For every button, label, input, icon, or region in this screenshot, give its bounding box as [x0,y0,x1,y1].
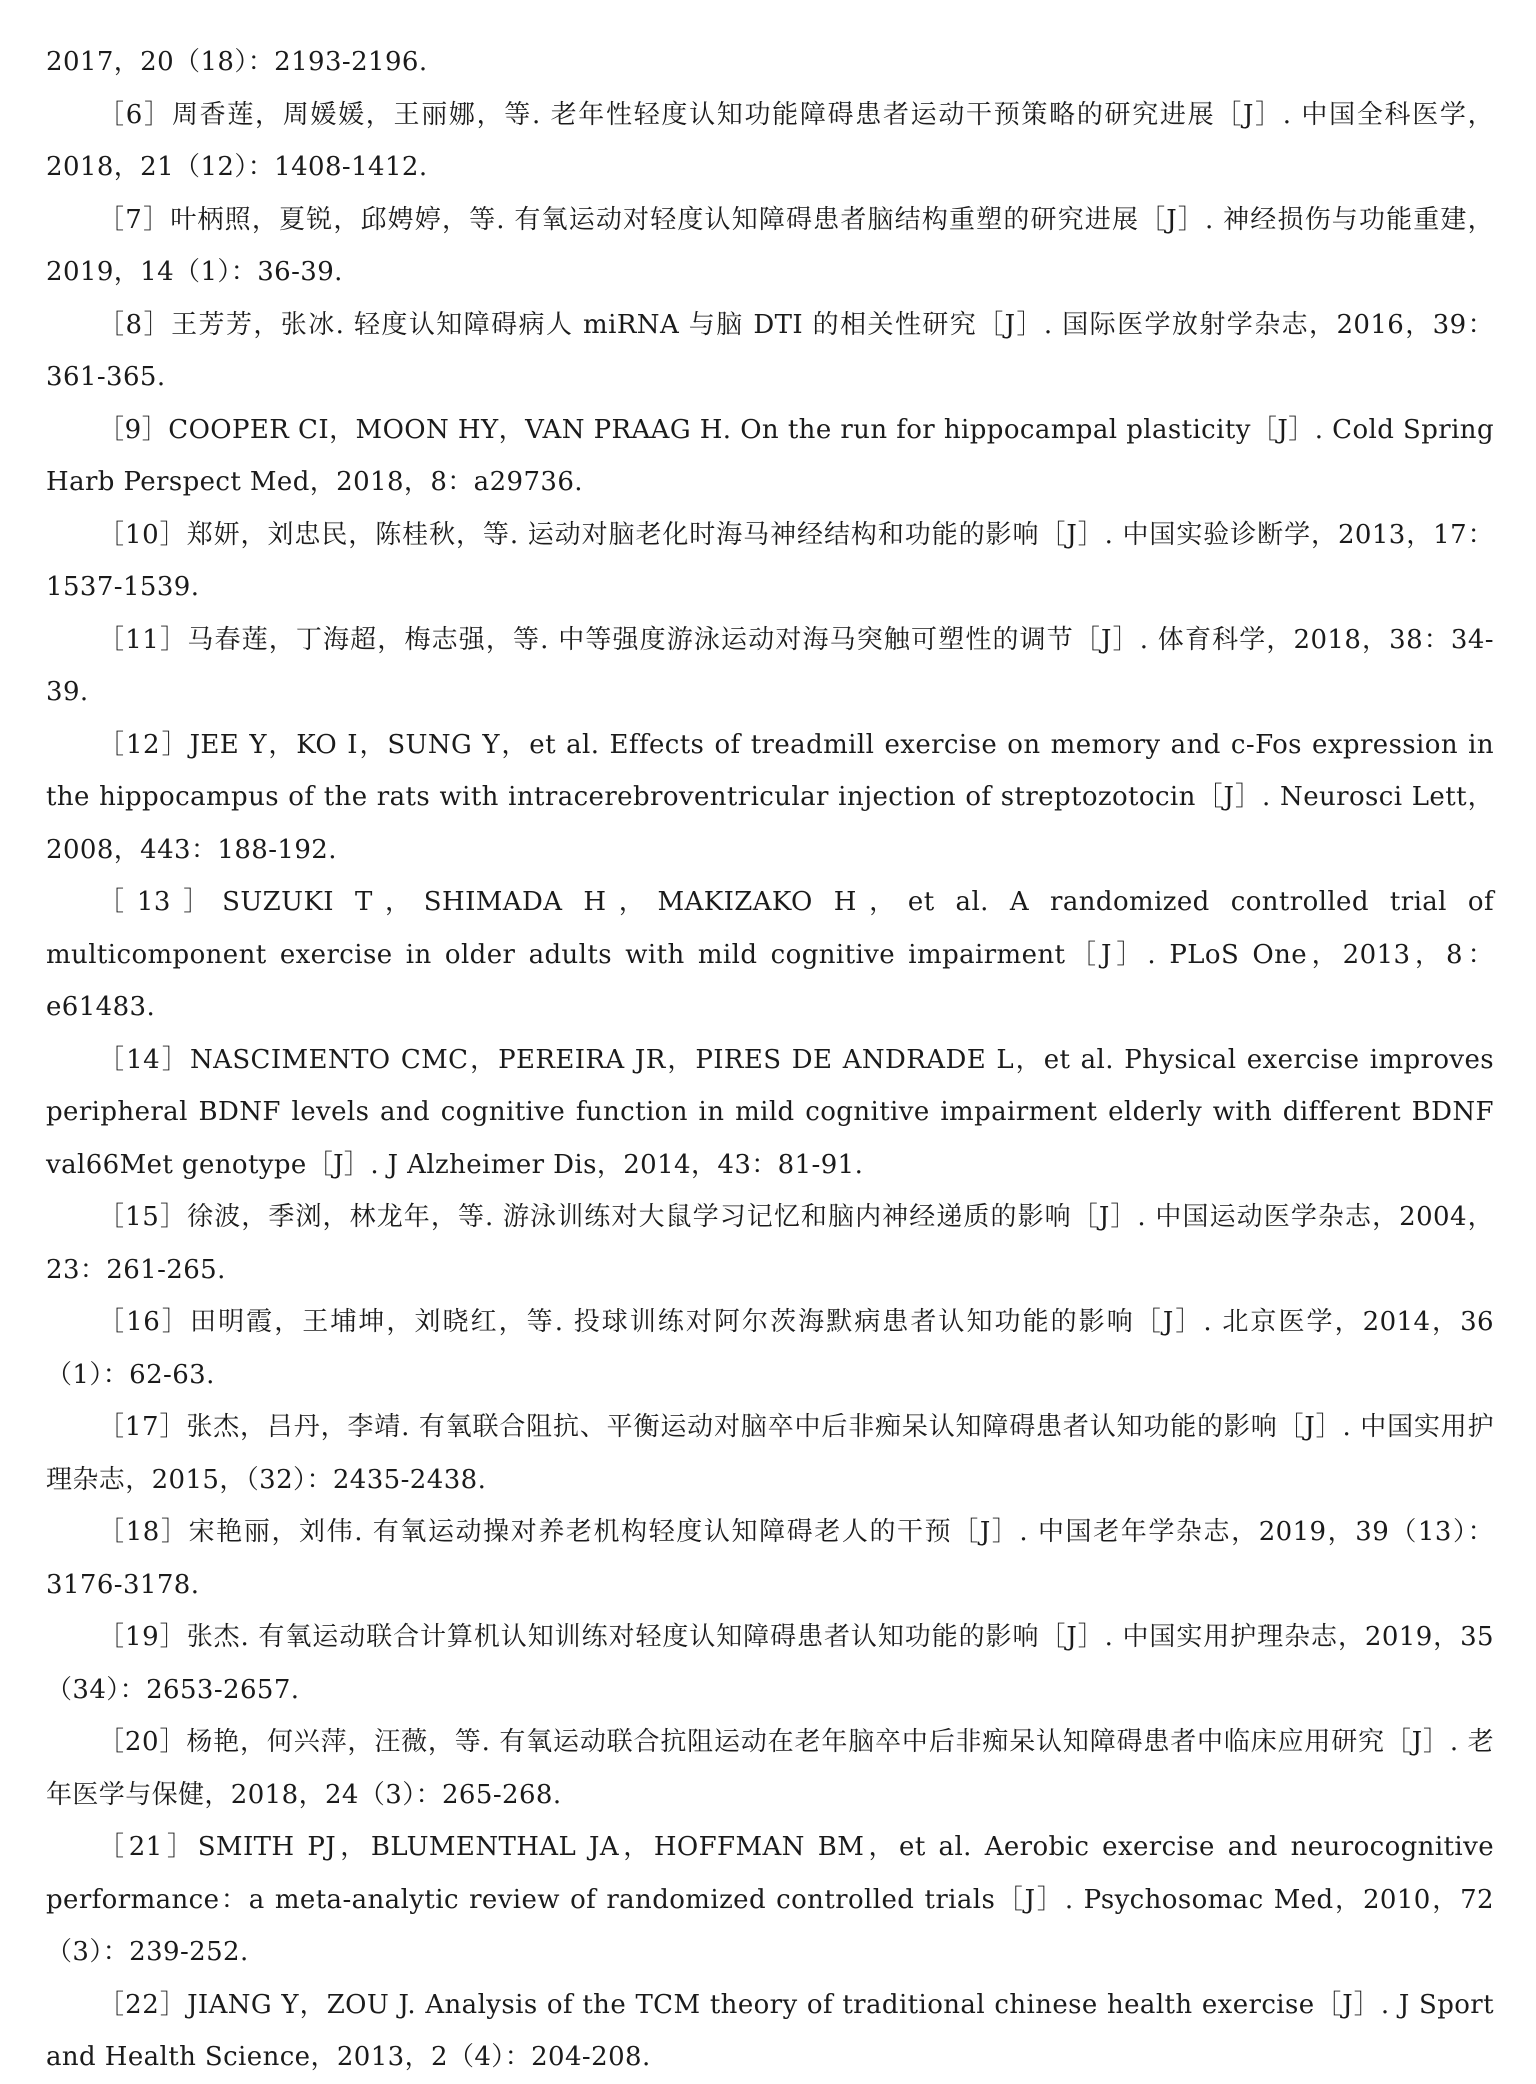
reference-8 [46,299,1494,404]
reference-text: 徐波，季浏，林龙年，等. 游泳训练对大鼠学习记忆和脑内神经递质的影响［J］. 中国运动医学杂志，2004，23：261-265. [46,1202,1494,1285]
reference-19 [46,1611,1494,1716]
reference-number: ［19］ [98,1622,187,1652]
reference-9 [46,404,1494,509]
reference-text: JEE Y，KO I，SUNG Y，et al. Effects of treadmill exercise on memory and c-Fos expression in the hippocampus of the rats with intracerebroventricular injection of streptozotocin［J］. Neurosci Lett，2008，443：188-192. [46,729,1494,865]
reference-number: ［15］ [98,1202,188,1232]
reference-22 [46,1979,1494,2084]
reference-number: ［17］ [98,1412,187,1442]
reference-21 [46,1821,1494,1979]
reference-20 [46,1716,1494,1821]
reference-17 [46,1401,1494,1506]
reference-number: ［7］ [98,204,171,235]
reference-text: SUZUKI T，SHIMADA H，MAKIZAKO H，et al. A randomized controlled trial of multicomponent exercise in older adults with mild cognitive impairment［J］. PLoS One，2013，8：e61483. [46,887,1494,1022]
reference-number: ［6］ [98,99,172,130]
reference-text: NASCIMENTO CMC，PEREIRA JR，PIRES DE ANDRADE L，et al. Physical exercise improves peripheral BDNF levels and cognitive function in mild cognitive impairment elderly with different BDNF val66Met genotype［J］. J Alzheimer Dis，2014，43：81-91. [46,1044,1495,1180]
reference-text: 田明霞，王埔坤，刘晓红，等. 投球训练对阿尔茨海默病患者认知功能的影响［J］. 北京医学，2014，36（1）：62-63. [46,1307,1494,1390]
reference-number: ［22］ [98,1989,188,2020]
reference-text: 叶柄照，夏锐，邱娉婷，等. 有氧运动对轻度认知障碍患者脑结构重塑的研究进展［J］. 神经损伤与功能重建，2019，14（1）：36-39. [46,204,1494,287]
reference-continued [46,36,1494,89]
reference-text: SMITH PJ，BLUMENTHAL JA，HOFFMAN BM，et al. Aerobic exercise and neurocognitive performance：a meta-analytic review of randomized controlled trials［J］. Psychosomac Med，2010，72（3）：239-252. [46,1832,1494,1967]
reference-7 [46,194,1494,299]
reference-number: ［10］ [98,519,187,550]
reference-text: 马春莲，丁海超，梅志强，等. 中等强度游泳运动对海马突触可塑性的调节［J］. 体育科学，2018，38：34-39. [46,624,1494,707]
reference-text: 王芳芳，张冰. 轻度认知障碍病人 miRNA 与脑 DTI 的相关性研究［J］. 国际医学放射学杂志，2016，39：361-365. [46,309,1494,392]
reference-text: 周香莲，周媛媛，王丽娜，等. 老年性轻度认知功能障碍患者运动干预策略的研究进展［J］. 中国全科医学，2018，21（12）：1408-1412. [46,99,1494,182]
reference-6 [46,89,1494,194]
reference-text: JIANG Y，ZOU J. Analysis of the TCM theory of traditional chinese health exercise［J］. J Sport and Health Science，2013，2（4）：204-208. [46,1989,1494,2072]
reference-number: ［21］ [98,1832,198,1862]
reference-number: ［11］ [98,624,188,655]
reference-text: 宋艳丽，刘伟. 有氧运动操对养老机构轻度认知障碍老人的干预［J］. 中国老年学杂志，2019，39（13）：3176-3178. [46,1517,1494,1600]
reference-13 [46,876,1494,1034]
reference-number: ［16］ [98,1307,191,1337]
reference-text: 2017，20（18）：2193-2196. [46,47,428,77]
reference-15 [46,1191,1494,1296]
reference-number: ［8］ [98,309,172,340]
reference-text: 杨艳，何兴萍，汪薇，等. 有氧运动联合抗阻运动在老年脑卒中后非痴呆认知障碍患者中临床应用研究［J］. 老年医学与保健，2018，24（3）：265-268. [46,1727,1494,1810]
reference-number: ［20］ [98,1727,187,1757]
reference-text: 张杰，吕丹，李靖. 有氧联合阻抗、平衡运动对脑卒中后非痴呆认知障碍患者认知功能的影响［J］. 中国实用护理杂志，2015，（32）：2435-2438. [46,1412,1494,1495]
reference-14 [46,1034,1494,1192]
reference-number: ［12］ [98,729,190,760]
reference-11 [46,614,1494,719]
reference-text: COOPER CI，MOON HY，VAN PRAAG H. On the run for hippocampal plasticity［J］. Cold Spring Harb Perspect Med，2018，8：a29736. [46,414,1494,497]
reference-text: 张杰. 有氧运动联合计算机认知训练对轻度认知障碍患者认知功能的影响［J］. 中国实用护理杂志，2019，35（34）：2653-2657. [46,1622,1494,1705]
reference-number: ［13］ [98,887,223,917]
reference-number: ［14］ [98,1044,191,1075]
reference-10 [46,509,1494,614]
reference-16 [46,1296,1494,1401]
reference-text: 郑妍，刘忠民，陈桂秋，等. 运动对脑老化时海马神经结构和功能的影响［J］. 中国实验诊断学，2013，17：1537-1539. [46,519,1494,602]
reference-18 [46,1506,1494,1611]
reference-number: ［18］ [98,1517,189,1547]
reference-list [46,36,1494,2084]
reference-number: ［9］ [98,414,169,445]
reference-12 [46,719,1494,877]
